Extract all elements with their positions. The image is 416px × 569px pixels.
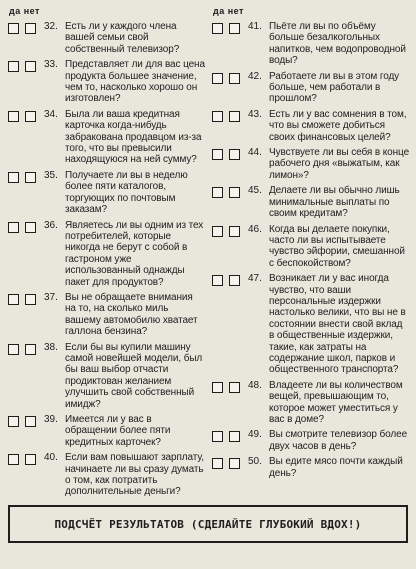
question-item <box>212 71 410 105</box>
answer-checkboxes <box>8 170 44 183</box>
question-text: Вы едите мясо почти каждый день? <box>269 456 403 479</box>
question-text: Есть ли у каждого члена вашей семьи свой собственный телевизор? <box>65 21 180 55</box>
yes-checkbox[interactable] <box>212 458 223 469</box>
no-checkbox[interactable] <box>229 73 240 84</box>
question-number: 33. <box>44 59 58 71</box>
question-text: Владеете ли вы количеством вещей, превышающим то, которое может уместиться у вас в доме? <box>269 379 403 425</box>
answer-checkboxes <box>212 185 248 198</box>
question-number: 41. <box>248 21 262 32</box>
question-number: 36. <box>44 219 58 231</box>
question-number: 34. <box>44 108 58 120</box>
question-item <box>8 414 206 448</box>
yes-checkbox[interactable] <box>212 431 223 442</box>
left-column <box>8 6 206 499</box>
yes-checkbox[interactable] <box>212 149 223 160</box>
answer-checkboxes <box>8 414 44 427</box>
question-text: Являетесь ли вы одним из тех потребителей, которые никогда не берут с собой в гастроном уже использованный однажды пакет для продуктов? <box>65 219 204 288</box>
yes-checkbox[interactable] <box>8 23 19 34</box>
yes-checkbox[interactable] <box>212 73 223 84</box>
answer-checkboxes <box>8 452 44 465</box>
question-number: 39. <box>44 414 58 425</box>
question-number: 46. <box>248 223 262 235</box>
question-text: Получаете ли вы в неделю более пяти каталогов, торгующих по почтовым заказам? <box>65 169 188 216</box>
question-number: 44. <box>248 147 262 159</box>
question-text: Вы смотрите телевизор более двух часов в день? <box>269 429 408 452</box>
question-item <box>212 109 410 143</box>
no-checkbox[interactable] <box>25 294 36 305</box>
yes-checkbox[interactable] <box>8 222 19 233</box>
question-number: 40. <box>44 452 58 464</box>
no-checkbox[interactable] <box>25 23 36 34</box>
yes-checkbox[interactable] <box>8 61 19 72</box>
yes-checkbox[interactable] <box>8 111 19 122</box>
question-item <box>212 380 410 426</box>
answer-checkboxes <box>212 21 248 34</box>
answer-checkboxes <box>8 21 44 34</box>
question-text: Возникает ли у вас иногда чувство, что ваши персональные издержки настолько велики, что вы не в состоянии внести свой вклад в общественные издержки, такие, как затраты на содержание школ, парков и общественного транспорта? <box>269 273 406 376</box>
question-number: 43. <box>248 108 262 120</box>
yes-checkbox[interactable] <box>8 294 19 305</box>
question-text: Работаете ли вы в этом году больше, чем работали в прошлом? <box>269 70 400 105</box>
yes-checkbox[interactable] <box>212 23 223 34</box>
question-item <box>8 220 206 288</box>
question-item <box>8 452 206 498</box>
yes-checkbox[interactable] <box>212 382 223 393</box>
yes-no-header: да нет <box>213 6 244 16</box>
question-number: 35. <box>44 169 58 181</box>
question-text: Вы не обращаете внимания на то, на сколько миль вашему автомобилю хватает галлона бензина? <box>65 291 198 338</box>
no-checkbox[interactable] <box>229 431 240 442</box>
question-number: 50. <box>248 456 262 468</box>
answer-checkboxes <box>8 59 44 72</box>
answer-checkboxes <box>8 109 44 122</box>
answer-checkboxes <box>8 342 44 355</box>
yes-checkbox[interactable] <box>212 275 223 286</box>
question-item <box>212 147 410 181</box>
question-number: 42. <box>248 70 262 82</box>
answer-checkboxes <box>212 429 248 442</box>
answer-checkboxes <box>212 273 248 286</box>
question-text: Имеется ли у вас в обращении более пяти кредитных карточек? <box>65 414 171 448</box>
answer-checkboxes <box>212 109 248 122</box>
question-number: 48. <box>248 379 262 391</box>
question-item <box>8 21 206 55</box>
no-checkbox[interactable] <box>229 149 240 160</box>
question-text: Есть ли у вас сомнения в том, что вы сможете добиться своих финансовых целей? <box>269 108 407 143</box>
no-checkbox[interactable] <box>229 111 240 122</box>
question-number: 38. <box>44 341 58 353</box>
no-checkbox[interactable] <box>229 226 240 237</box>
no-checkbox[interactable] <box>229 382 240 393</box>
question-text: Представляет ли для вас цена продукта большее значение, чем то, насколько хорошо он изготовлен? <box>65 59 205 105</box>
question-number: 37. <box>44 291 58 303</box>
no-checkbox[interactable] <box>25 416 36 427</box>
yes-checkbox[interactable] <box>8 344 19 355</box>
question-text: Была ли ваша кредитная карточка когда-нибудь забракована продавцом из-за того, что вы превысили находящуюся на ней сумму? <box>65 108 202 166</box>
question-item <box>8 109 206 166</box>
question-text: Когда вы делаете покупки, часто ли вы испытываете чувство эйфории, смешанной с беспокойством? <box>269 223 405 269</box>
question-number: 45. <box>248 185 262 197</box>
question-text: Делаете ли вы обычно лишь минимальные выплаты по своим кредитам? <box>269 185 400 220</box>
question-number: 32. <box>44 21 58 32</box>
answer-checkboxes <box>212 71 248 84</box>
no-checkbox[interactable] <box>25 222 36 233</box>
answer-checkboxes <box>8 292 44 305</box>
yes-checkbox[interactable] <box>8 416 19 427</box>
answer-checkboxes <box>212 380 248 393</box>
question-item <box>212 224 410 270</box>
yes-checkbox[interactable] <box>8 454 19 465</box>
results-heading: ПОДСЧЁТ РЕЗУЛЬТАТОВ (СДЕЛАЙТЕ ГЛУБОКИЙ ВДОХ!) <box>8 505 408 543</box>
no-checkbox[interactable] <box>25 61 36 72</box>
question-text: Чувствуете ли вы себя в конце рабочего дня «выжатым, как лимон»? <box>269 147 410 181</box>
no-checkbox[interactable] <box>229 187 240 198</box>
no-checkbox[interactable] <box>25 111 36 122</box>
question-item <box>212 429 410 452</box>
right-column <box>212 6 410 499</box>
question-item <box>8 170 206 216</box>
no-checkbox[interactable] <box>229 23 240 34</box>
answer-checkboxes <box>212 224 248 237</box>
answer-checkboxes <box>212 147 248 160</box>
no-checkbox[interactable] <box>229 275 240 286</box>
question-item <box>8 342 206 410</box>
question-item <box>8 292 206 338</box>
yes-checkbox[interactable] <box>8 172 19 183</box>
question-item <box>212 185 410 219</box>
yes-checkbox[interactable] <box>212 226 223 237</box>
question-item <box>212 273 410 376</box>
no-checkbox[interactable] <box>25 172 36 183</box>
question-number: 47. <box>248 273 262 285</box>
question-columns <box>8 6 410 499</box>
yes-no-header: да нет <box>9 6 40 16</box>
yes-checkbox[interactable] <box>212 111 223 122</box>
answer-checkboxes <box>8 220 44 233</box>
question-item <box>212 21 410 67</box>
answer-checkboxes <box>212 456 248 469</box>
question-text: Если бы вы купили машину самой новейшей модели, был бы ваш выбор отчасти продиктован желанием улучшить свой собственный имидж? <box>65 341 203 410</box>
question-item <box>8 59 206 105</box>
no-checkbox[interactable] <box>25 344 36 355</box>
no-checkbox[interactable] <box>25 454 36 465</box>
no-checkbox[interactable] <box>229 458 240 469</box>
question-text: Пьёте ли вы по объёму больше безалкогольных напитков, чем водопроводной воды? <box>269 21 406 67</box>
yes-checkbox[interactable] <box>212 187 223 198</box>
question-text: Если вам повышают зарплату, начинаете ли вы сразу думать о том, как потратить дополнительные деньги? <box>65 452 204 498</box>
question-item <box>212 456 410 479</box>
question-number: 49. <box>248 429 262 441</box>
